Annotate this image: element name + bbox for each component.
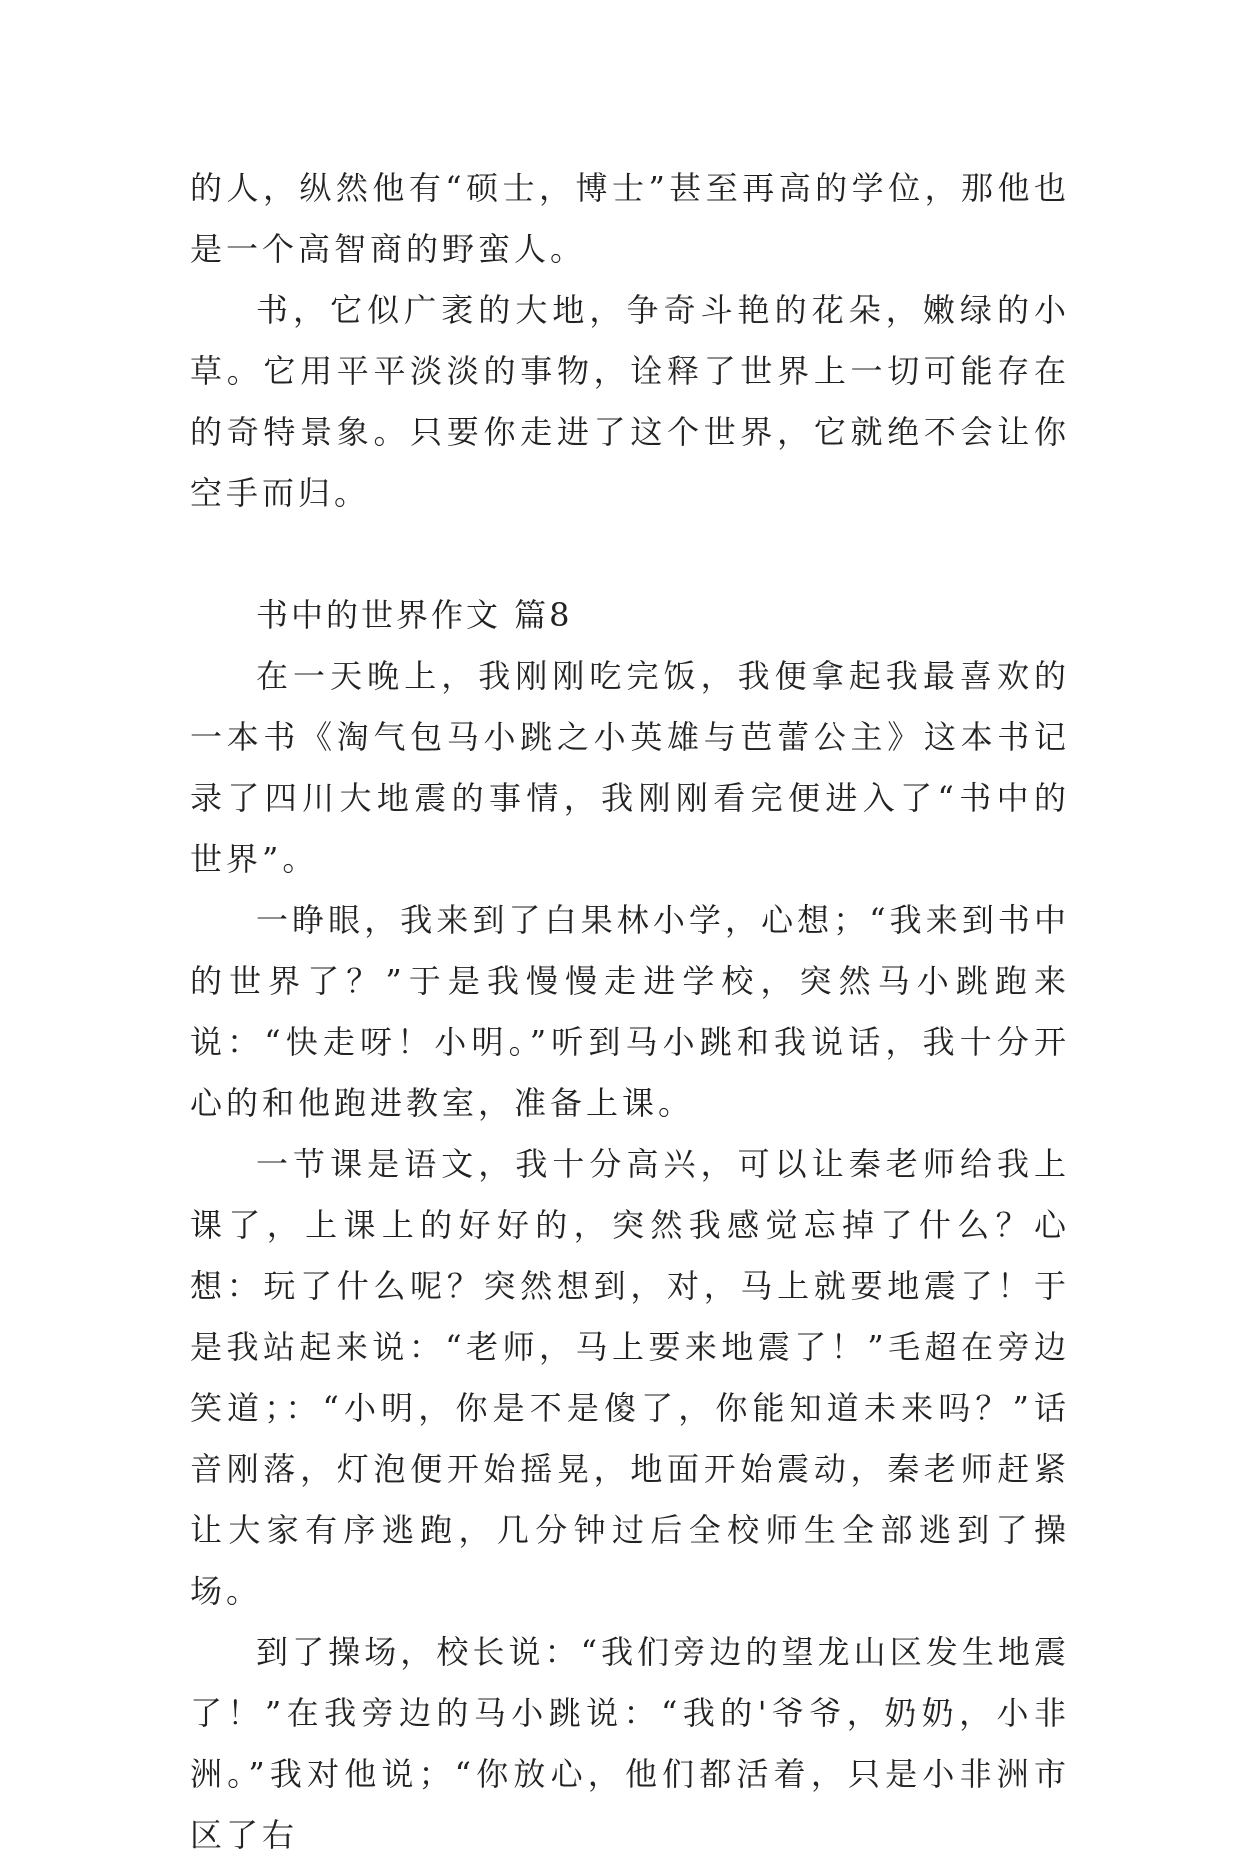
paragraph-playground: 到了操场，校长说：“我们旁边的望龙山区发生地震了！”在我旁边的马小跳说：“我的'爷爷，奶奶，小非洲。”我对他说；“你放心，他们都活着，只是小非洲市区了右 [190,1633,1070,1854]
section-heading: 书中的世界作文 篇8 [256,596,573,634]
paragraph-earthquake-class: 一节课是语文，我十分高兴，可以让秦老师给我上课了，上课上的好好的，突然我感觉忘掉了什么？心想：玩了什么呢？突然想到，对，马上就要地震了！于是我站起来说：“老师，马上要来地震了！”毛超在旁边笑道；：“小明，你是不是傻了，你能知道未来吗？”话音刚落，灯泡便开始摇晃，地面开始震动，秦老师赶紧让大家有序逃跑，几分钟过后全校师生全部逃到了操场。 [190,1145,1070,1610]
paragraph-continuation: 的人，纵然他有“硕士，博士”甚至再高的学位，那他也是一个高智商的野蛮人。 [190,169,1070,268]
paragraph-book-earth: 书，它似广袤的大地，争奇斗艳的花朵，嫩绿的小草。它用平平淡淡的事物，诠释了世界上一切可能存在的奇特景象。只要你走进了这个世界，它就绝不会让你空手而归。 [190,291,1070,512]
paragraph-evening-reading: 在一天晚上，我刚刚吃完饭，我便拿起我最喜欢的一本书《淘气包马小跳之小英雄与芭蕾公主》这本书记录了四川大地震的事情，我刚刚看完便进入了“书中的世界”。 [190,657,1070,878]
paragraph-school-arrival: 一睁眼，我来到了白果林小学，心想；“我来到书中的世界了？”于是我慢慢走进学校，突然马小跳跑来说：“快走呀！小明。”听到马小跳和我说话，我十分开心的和他跑进教室，准备上课。 [190,901,1070,1122]
document-body [190,158,1070,1866]
